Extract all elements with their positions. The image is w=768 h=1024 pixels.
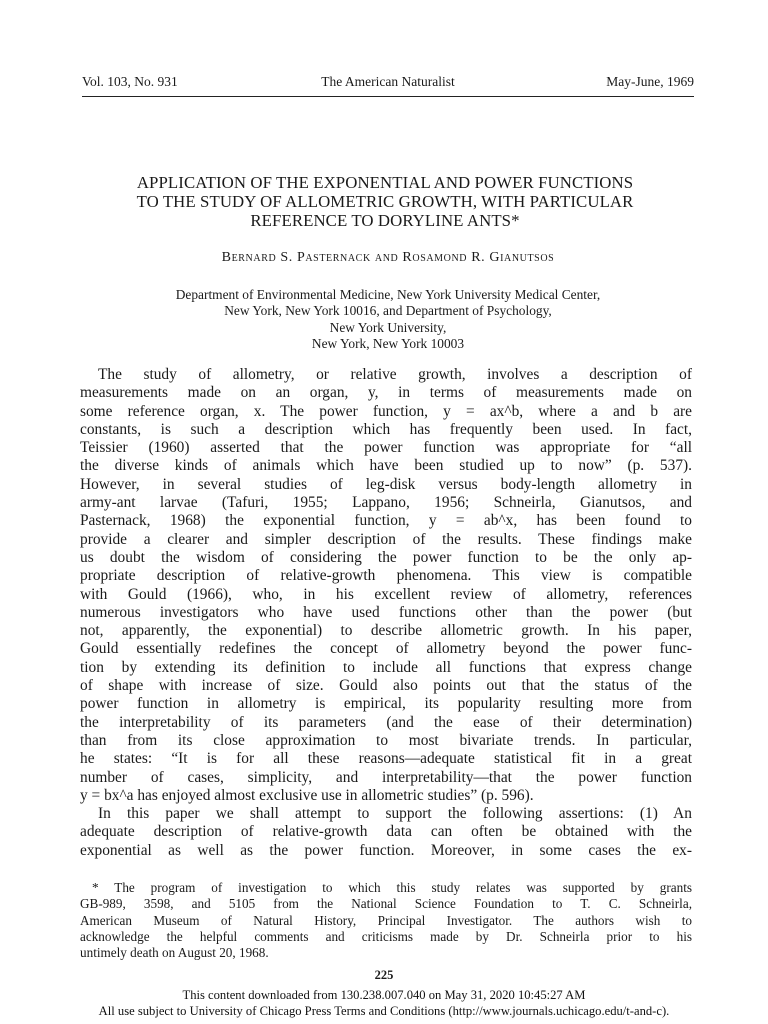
body-line: he states: “It is for all these reasons—adequate statistical fit in a great (80, 750, 692, 768)
issue-date: May-June, 1969 (606, 74, 694, 89)
authors: Bernard S. Pasternack and Rosamond R. Gianutsos (221, 250, 555, 265)
body-line: tion by extending its definition to include all functions that express change (80, 658, 692, 676)
footnote-line: untimely death on August 20, 1968. (80, 945, 269, 961)
body-line: army-ant larvae (Tafuri, 1955; Lappano, 1956; Schneirla, Gianutsos, and (80, 494, 692, 512)
volume-issue: Vol. 103, No. 931 (82, 74, 178, 89)
footnote-line: acknowledge the helpful comments and criticisms made by Dr. Schneirla prior to his (80, 928, 692, 944)
body-line: Teissier (1960) asserted that the power function was appropriate for “all (80, 439, 692, 457)
body-line: y = bx^a has enjoyed almost exclusive use in allometric studies” (p. 596). (80, 786, 534, 804)
body-line: In this paper we shall attempt to support the following assertions: (1) An (98, 805, 692, 823)
download-notice-line: This content downloaded from 130.238.007.040 on May 31, 2020 10:45:27 AM (182, 988, 586, 1002)
affiliation (82, 287, 694, 352)
body-line: provide a clearer and simpler description of the results. These findings make (80, 530, 692, 548)
body-line: exponential as well as the power function. Moreover, in some cases the ex- (80, 841, 692, 859)
article-title (70, 173, 700, 230)
affiliation-line: New York, New York 10003 (311, 335, 465, 351)
footnote-line: American Museum of Natural History, Principal Investigator. The authors wish to (80, 912, 692, 928)
body-line: with Gould (1966), who, in his excellent review of allometry, references (80, 585, 692, 603)
body-line: propriate description of relative-growth phenomena. This view is compatible (80, 567, 692, 585)
affiliation-line: Department of Environmental Medicine, New York University Medical Center, (175, 287, 601, 302)
body-line: constants, is such a description which has frequently been used. In fact, (80, 420, 692, 438)
body-line: some reference organ, x. The power function, y = ax^b, where a and b are (80, 402, 692, 420)
journal-name: The American Naturalist (321, 74, 455, 89)
body-line: power function in allometry is empirical, its popularity resulting more from (80, 695, 692, 713)
body-text (80, 366, 692, 860)
download-notice-line: All use subject to University of Chicago Press Terms and Conditions (http://www.journals.uchicago.edu/t-and-c). (98, 1004, 670, 1018)
body-line: the diverse kinds of animals which have been studied up to now” (p. 537). (80, 457, 692, 475)
page-number: 225 (374, 968, 394, 982)
body-line: not, apparently, the exponential) to describe allometric growth. In his paper, (80, 622, 692, 640)
running-header (82, 74, 694, 94)
body-line: adequate description of relative-growth data can often be obtained with the (80, 823, 692, 841)
body-line: number of cases, simplicity, and interpretability—that the power function (80, 768, 692, 786)
body-line: However, in several studies of leg-disk versus body-length allometry in (80, 475, 692, 493)
body-line: measurements made on an organ, y, in terms of measurements made on (80, 384, 692, 402)
title-line: REFERENCE TO DORYLINE ANTS* (250, 211, 520, 230)
download-notice (0, 987, 768, 1019)
body-line: Pasternack, 1968) the exponential function, y = ab^x, has been found to (80, 512, 692, 530)
affiliation-line: New York University, (329, 319, 447, 335)
body-line: Gould essentially redefines the concept of allometry beyond the power func- (80, 640, 692, 658)
footnote (80, 880, 692, 961)
title-line: APPLICATION OF THE EXPONENTIAL AND POWER FUNCTIONS (136, 173, 634, 192)
footnote-line: GB-989, 3598, and 5105 from the National Science Foundation to T. C. Schneirla, (80, 896, 692, 912)
body-line: than from its close approximation to most bivariate trends. In particular, (80, 731, 692, 749)
body-line: us doubt the wisdom of considering the power function to be the only ap- (80, 548, 692, 566)
body-line: The study of allometry, or relative growth, involves a description of (98, 366, 692, 383)
body-line: the interpretability of its parameters (and the ease of their determination) (80, 713, 692, 731)
title-line: TO THE STUDY OF ALLOMETRIC GROWTH, WITH PARTICULAR (136, 192, 634, 211)
header-rule (82, 96, 694, 97)
affiliation-line: New York, New York 10016, and Department of Psychology, (224, 303, 552, 319)
footnote-line: * The program of investigation to which this study relates was supported by grants (92, 880, 692, 895)
body-line: of shape with increase of size. Gould also points out that the status of the (80, 677, 692, 695)
body-line: numerous investigators who have used functions other than the power (but (80, 603, 692, 621)
